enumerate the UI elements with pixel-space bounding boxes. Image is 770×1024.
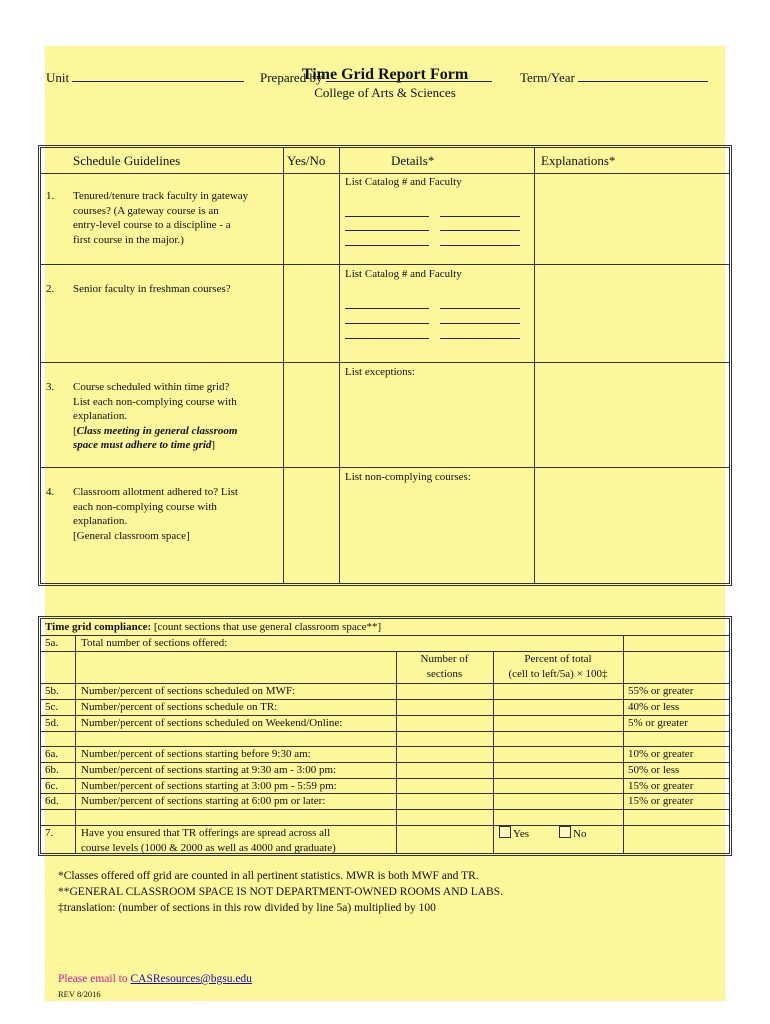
column-number-of-sections: Number of sections — [420, 653, 469, 680]
footnote-translation: ‡translation: (number of sections in this row divided by line 5a) multiplied by 100 — [58, 902, 436, 914]
prepared-by-label: Prepared by — [260, 70, 323, 85]
row-5d-target: 5% or greater — [628, 717, 688, 729]
form-title: Time Grid Report Form — [301, 66, 469, 83]
row-5b-target: 55% or greater — [628, 685, 694, 697]
row-1-blank[interactable] — [345, 216, 429, 217]
no-checkbox[interactable]: No — [559, 826, 586, 842]
row-4-text: Classroom allotment adhered to? List each non-complying course with explanation. [General classroom space] — [73, 486, 238, 542]
row-6d-label: Number/percent of sections starting at 6:00 pm or later: — [81, 795, 326, 807]
row-5d-label: Number/percent of sections scheduled on Weekend/Online: — [81, 717, 343, 729]
footnote-general-classroom: **GENERAL CLASSROOM SPACE IS NOT DEPARTMENT-OWNED ROOMS AND LABS. — [58, 886, 503, 898]
term-year-field[interactable] — [520, 69, 708, 86]
row-1-blank[interactable] — [440, 216, 520, 217]
row-1-blank[interactable] — [440, 230, 520, 231]
revision-label: REV 8/2016 — [58, 989, 101, 999]
unit-field[interactable] — [46, 69, 244, 86]
term-year-blank[interactable] — [578, 69, 708, 82]
prepared-by-blank[interactable] — [326, 69, 492, 82]
row-1-blank[interactable] — [345, 245, 429, 246]
unit-blank[interactable] — [72, 69, 244, 82]
header-schedule-guidelines: Schedule Guidelines — [73, 153, 181, 168]
row-3-text: Course scheduled within time grid? List each non-complying course with explanation. [Class meeting in general classroom space must adhere to time grid] — [73, 381, 238, 451]
row-2-number: 2. — [46, 283, 55, 295]
checkbox-icon[interactable] — [499, 826, 511, 838]
guidelines-table — [38, 145, 732, 586]
row-2-blank[interactable] — [345, 308, 429, 309]
email-line — [58, 973, 252, 985]
header-yes-no: Yes/No — [287, 153, 326, 168]
row-5a-number: 5a. — [45, 637, 59, 649]
row-1-details-label: List Catalog # and Faculty — [345, 176, 462, 188]
row-1-blank[interactable] — [345, 230, 429, 231]
row-6c-number: 6c. — [45, 780, 59, 792]
prepared-by-field[interactable] — [260, 69, 492, 86]
checkbox-icon[interactable] — [559, 826, 571, 838]
row-6d-target: 15% or greater — [628, 795, 694, 807]
compliance-table — [38, 616, 732, 856]
footnote-off-grid: *Classes offered off grid are counted in all pertinent statistics. MWR is both MWF and TR. — [58, 870, 479, 882]
row-5b-number: 5b. — [45, 685, 59, 697]
row-6a-number: 6a. — [45, 748, 59, 760]
row-2-blank[interactable] — [440, 308, 520, 309]
email-link[interactable]: CASResources@bgsu.edu — [130, 973, 252, 985]
row-6a-target: 10% or greater — [628, 748, 694, 760]
row-6c-target: 15% or greater — [628, 780, 694, 792]
row-4-details-label: List non-complying courses: — [345, 471, 471, 483]
row-6b-target: 50% or less — [628, 764, 680, 776]
row-2-blank[interactable] — [345, 338, 429, 339]
row-2-details-label: List Catalog # and Faculty — [345, 268, 462, 280]
row-1-number: 1. — [46, 190, 55, 202]
yes-checkbox[interactable]: Yes — [499, 826, 529, 842]
row-6b-label: Number/percent of sections starting at 9:30 am - 3:00 pm: — [81, 764, 337, 776]
row-4-number: 4. — [46, 486, 55, 498]
row-6c-label: Number/percent of sections starting at 3:00 pm - 5:59 pm: — [81, 780, 337, 792]
header-details: Details* — [391, 153, 435, 168]
row-1-blank[interactable] — [440, 245, 520, 246]
row-5c-target: 40% or less — [628, 701, 680, 713]
header-explanations: Explanations* — [541, 153, 616, 168]
column-percent-of-total: Percent of total (cell to left/5a) × 100‡ — [508, 653, 608, 680]
row-5c-number: 5c. — [45, 701, 59, 713]
row-6b-number: 6b. — [45, 764, 59, 776]
row-1-text: Tenured/tenure track faculty in gateway courses? (A gateway course is an entry-level course to a discipline - a first course in the major.) — [73, 190, 249, 246]
row-6a-label: Number/percent of sections starting before 9:30 am: — [81, 748, 311, 760]
row-5d-number: 5d. — [45, 717, 59, 729]
row-3-number: 3. — [46, 381, 55, 393]
row-3-details-label: List exceptions: — [345, 366, 415, 378]
row-7-label: Have you ensured that TR offerings are spread across all course levels (1000 & 2000 as well as 4000 and graduate) — [81, 827, 336, 854]
compliance-title: Time grid compliance: [count sections that use general classroom space**] — [45, 621, 382, 633]
term-year-label: Term/Year — [520, 70, 575, 85]
row-2-blank[interactable] — [345, 323, 429, 324]
row-5b-label: Number/percent of sections scheduled on MWF: — [81, 685, 296, 697]
row-6d-number: 6d. — [45, 795, 59, 807]
row-7-number: 7. — [45, 827, 54, 839]
row-5c-label: Number/percent of sections schedule on TR: — [81, 701, 278, 713]
row-2-blank[interactable] — [440, 338, 520, 339]
form-subtitle: College of Arts & Sciences — [314, 85, 456, 100]
row-5a-label: Total number of sections offered: — [81, 637, 228, 649]
row-2-text: Senior faculty in freshman courses? — [73, 283, 231, 295]
email-prefix: Please email to — [58, 973, 131, 985]
unit-label: Unit — [46, 70, 70, 85]
row-2-blank[interactable] — [440, 323, 520, 324]
